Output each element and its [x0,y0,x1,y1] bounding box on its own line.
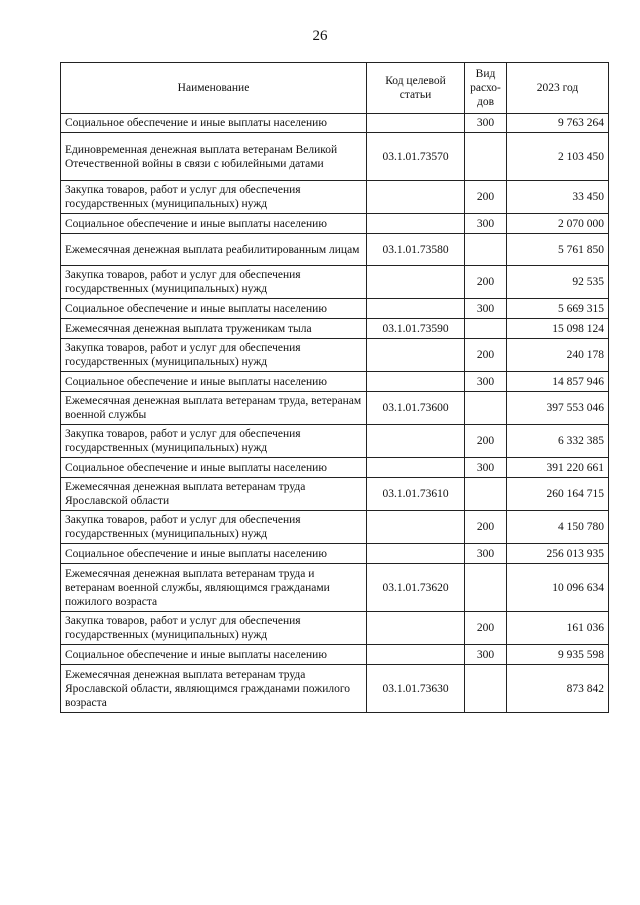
cell-type: 300 [465,299,507,319]
header-type: Вид расхо-дов [465,63,507,114]
cell-type: 200 [465,181,507,214]
cell-type [465,319,507,339]
table-row [61,544,609,564]
cell-name: Социальное обеспечение и иные выплаты населению [61,458,367,478]
cell-name: Социальное обеспечение и иные выплаты населению [61,372,367,392]
cell-code [367,266,465,299]
cell-type: 200 [465,339,507,372]
cell-type: 300 [465,214,507,234]
cell-type: 200 [465,425,507,458]
cell-amount: 33 450 [507,181,609,214]
cell-code: 03.1.01.73610 [367,478,465,511]
table-row [61,425,609,458]
table-row [61,339,609,372]
table-row [61,612,609,645]
cell-code: 03.1.01.73570 [367,133,465,181]
table-row [61,114,609,133]
cell-name: Социальное обеспечение и иные выплаты населению [61,544,367,564]
cell-name: Закупка товаров, работ и услуг для обеспечения государственных (муниципальных) нужд [61,511,367,544]
cell-amount: 873 842 [507,665,609,713]
cell-type: 300 [465,544,507,564]
cell-name: Закупка товаров, работ и услуг для обеспечения государственных (муниципальных) нужд [61,612,367,645]
cell-amount: 9 763 264 [507,114,609,133]
cell-type [465,234,507,266]
cell-name: Ежемесячная денежная выплата ветеранам труда, ветеранам военной службы [61,392,367,425]
cell-amount: 4 150 780 [507,511,609,544]
cell-name: Закупка товаров, работ и услуг для обеспечения государственных (муниципальных) нужд [61,339,367,372]
cell-code [367,645,465,665]
cell-amount: 6 332 385 [507,425,609,458]
cell-amount: 397 553 046 [507,392,609,425]
cell-amount: 256 013 935 [507,544,609,564]
cell-amount: 2 070 000 [507,214,609,234]
page-number: 26 [312,28,328,44]
cell-code [367,299,465,319]
cell-amount: 161 036 [507,612,609,645]
cell-code [367,214,465,234]
cell-amount: 14 857 946 [507,372,609,392]
table-row [61,266,609,299]
table-row [61,665,609,713]
cell-type: 300 [465,645,507,665]
table-row [61,319,609,339]
cell-name: Ежемесячная денежная выплата ветеранам труда и ветеранам военной службы, являющимся гражданами пожилого возраста [61,564,367,612]
cell-name: Закупка товаров, работ и услуг для обеспечения государственных (муниципальных) нужд [61,425,367,458]
cell-amount: 15 098 124 [507,319,609,339]
table-row [61,181,609,214]
cell-type: 200 [465,511,507,544]
cell-type [465,478,507,511]
cell-amount: 10 096 634 [507,564,609,612]
table-row [61,645,609,665]
cell-amount: 260 164 715 [507,478,609,511]
cell-amount: 240 178 [507,339,609,372]
cell-code [367,458,465,478]
cell-name: Ежемесячная денежная выплата ветеранам труда Ярославской области [61,478,367,511]
table-row [61,372,609,392]
cell-type [465,564,507,612]
cell-amount: 9 935 598 [507,645,609,665]
cell-type [465,392,507,425]
table-body [61,114,609,713]
cell-amount: 5 761 850 [507,234,609,266]
cell-code [367,372,465,392]
header-amount: 2023 год [507,63,609,114]
cell-type: 300 [465,114,507,133]
cell-type [465,665,507,713]
cell-name: Ежемесячная денежная выплата труженикам тыла [61,319,367,339]
cell-name: Ежемесячная денежная выплата ветеранам труда Ярославской области, являющимся гражданами пожилого возраста [61,665,367,713]
table-row [61,133,609,181]
cell-amount: 92 535 [507,266,609,299]
cell-name: Ежемесячная денежная выплата реабилитированным лицам [61,234,367,266]
cell-code: 03.1.01.73580 [367,234,465,266]
cell-amount: 5 669 315 [507,299,609,319]
table-header-row [61,63,609,114]
header-code: Код целевой статьи [367,63,465,114]
table-row [61,478,609,511]
table-row [61,214,609,234]
cell-code: 03.1.01.73590 [367,319,465,339]
header-name: Наименование [61,63,367,114]
cell-code [367,114,465,133]
cell-code [367,612,465,645]
cell-name: Закупка товаров, работ и услуг для обеспечения государственных (муниципальных) нужд [61,181,367,214]
table-row [61,511,609,544]
cell-type: 300 [465,458,507,478]
cell-type [465,133,507,181]
cell-amount: 2 103 450 [507,133,609,181]
cell-name: Социальное обеспечение и иные выплаты населению [61,645,367,665]
cell-type: 200 [465,266,507,299]
cell-name: Социальное обеспечение и иные выплаты населению [61,114,367,133]
cell-code [367,339,465,372]
cell-amount: 391 220 661 [507,458,609,478]
cell-type: 300 [465,372,507,392]
cell-code [367,181,465,214]
cell-name: Социальное обеспечение и иные выплаты населению [61,214,367,234]
table-row [61,392,609,425]
cell-type: 200 [465,612,507,645]
table-row [61,299,609,319]
cell-code: 03.1.01.73600 [367,392,465,425]
cell-code: 03.1.01.73630 [367,665,465,713]
cell-code [367,544,465,564]
cell-name: Закупка товаров, работ и услуг для обеспечения государственных (муниципальных) нужд [61,266,367,299]
table-row [61,564,609,612]
cell-code: 03.1.01.73620 [367,564,465,612]
table-row [61,458,609,478]
cell-name: Единовременная денежная выплата ветеранам Великой Отечественной войны в связи с юбилейными датами [61,133,367,181]
table-row [61,234,609,266]
cell-code [367,511,465,544]
cell-name: Социальное обеспечение и иные выплаты населению [61,299,367,319]
cell-code [367,425,465,458]
budget-table [60,62,609,713]
